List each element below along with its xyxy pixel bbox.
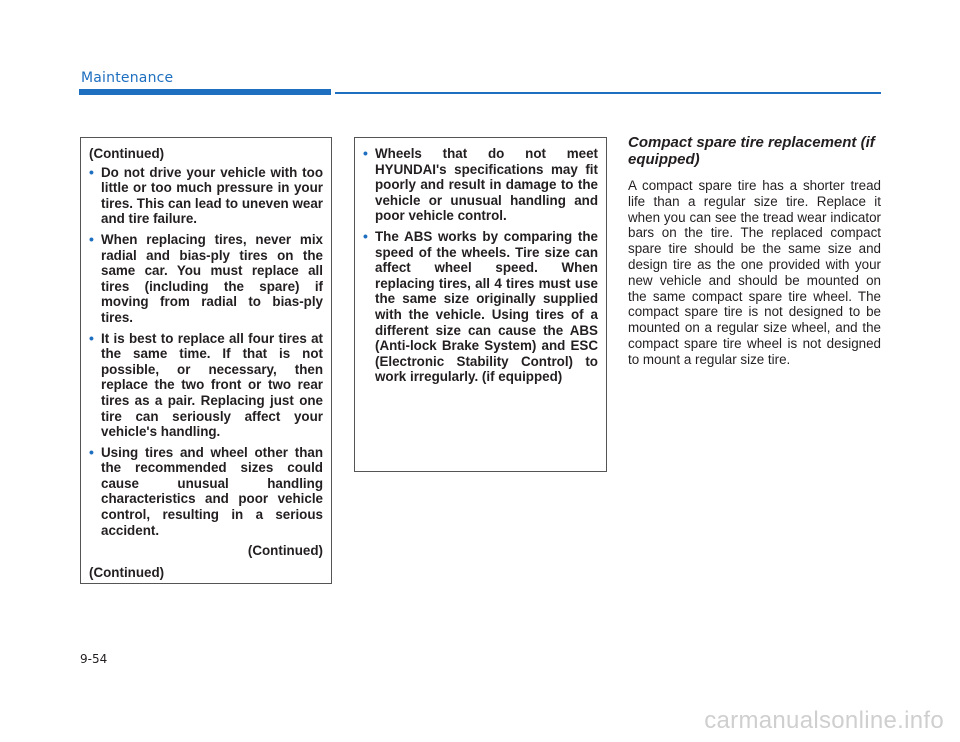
caution-box-left	[80, 137, 332, 584]
section-title: Maintenance	[81, 70, 174, 86]
bullet-list-left	[89, 165, 323, 539]
bullet-dot-icon: •	[89, 230, 94, 247]
bullet-dot-icon: •	[363, 227, 368, 244]
list-item-text: The ABS works by comparing the speed of the wheels. Tire size can affect wheel speed. When replacing tires, all 4 tires must use the same size originally supplied with the vehicle. Using tires of a different size can cause the ABS (Anti-lock Brake System) and ESC (Electronic Stability Control) to work irregularly. (if equipped)	[375, 228, 598, 385]
list-item	[89, 445, 323, 539]
list-item-text: It is best to replace all four tires at the same time. If that is not possible, or necessary, then replace the two front or two rear tires as a pair. Replacing just one tire can seriously affect your vehicle's handling.	[101, 330, 323, 440]
list-item-text: Wheels that do not meet HYUNDAI's specifications may fit poorly and result in damage to the vehicle or unusual handling and poor vehicle control.	[375, 146, 598, 224]
bullet-dot-icon: •	[89, 163, 94, 180]
bullet-dot-icon: •	[89, 443, 94, 460]
list-item-text: When replacing tires, never mix radial and bias-ply tires on the same car. You must replace all tires (including the spare) if moving from radial to bias-ply tires.	[101, 231, 323, 325]
list-item	[89, 232, 323, 326]
caution-box-middle	[354, 137, 607, 472]
continued-label-right: (Continued)	[247, 543, 323, 559]
list-item	[89, 165, 323, 227]
bullet-list-middle	[363, 146, 598, 385]
header-rule-thick	[79, 89, 331, 95]
page-number: 9-54	[80, 652, 108, 666]
continued-label-bottom: (Continued)	[89, 564, 165, 580]
list-item	[89, 331, 323, 440]
list-item	[363, 229, 598, 385]
header-rule-thin	[335, 92, 881, 94]
list-item	[363, 146, 598, 224]
list-item-text: Using tires and wheel other than the recommended sizes could cause unusual handling characteristics and poor vehicle control, resulting in a serious accident.	[101, 444, 323, 538]
continued-label-top: (Continued)	[89, 146, 165, 161]
list-item-text: Do not drive your vehicle with too little or too much pressure in your tires. This can lead to uneven wear and tire failure.	[101, 164, 323, 227]
watermark: carmanualsonline.info	[704, 707, 944, 734]
bullet-dot-icon: •	[363, 145, 368, 161]
bullet-dot-icon: •	[89, 329, 94, 346]
section-body: A compact spare tire has a shorter tread life than a regular size tire. Replace it when you can see the tread wear indicator bars on the tire. The replaced compact spare tire should be the same size and design tire as the one provided with your new vehicle and should be mounted on the same compact spare tire wheel. The compact spare tire is not designed to be mounted on a regular size wheel, and the compact spare tire wheel is not designed to mount a regular size tire.	[628, 178, 881, 367]
compact-spare-section	[628, 134, 881, 368]
section-heading: Compact spare tire replacement (if equipped)	[628, 134, 875, 168]
